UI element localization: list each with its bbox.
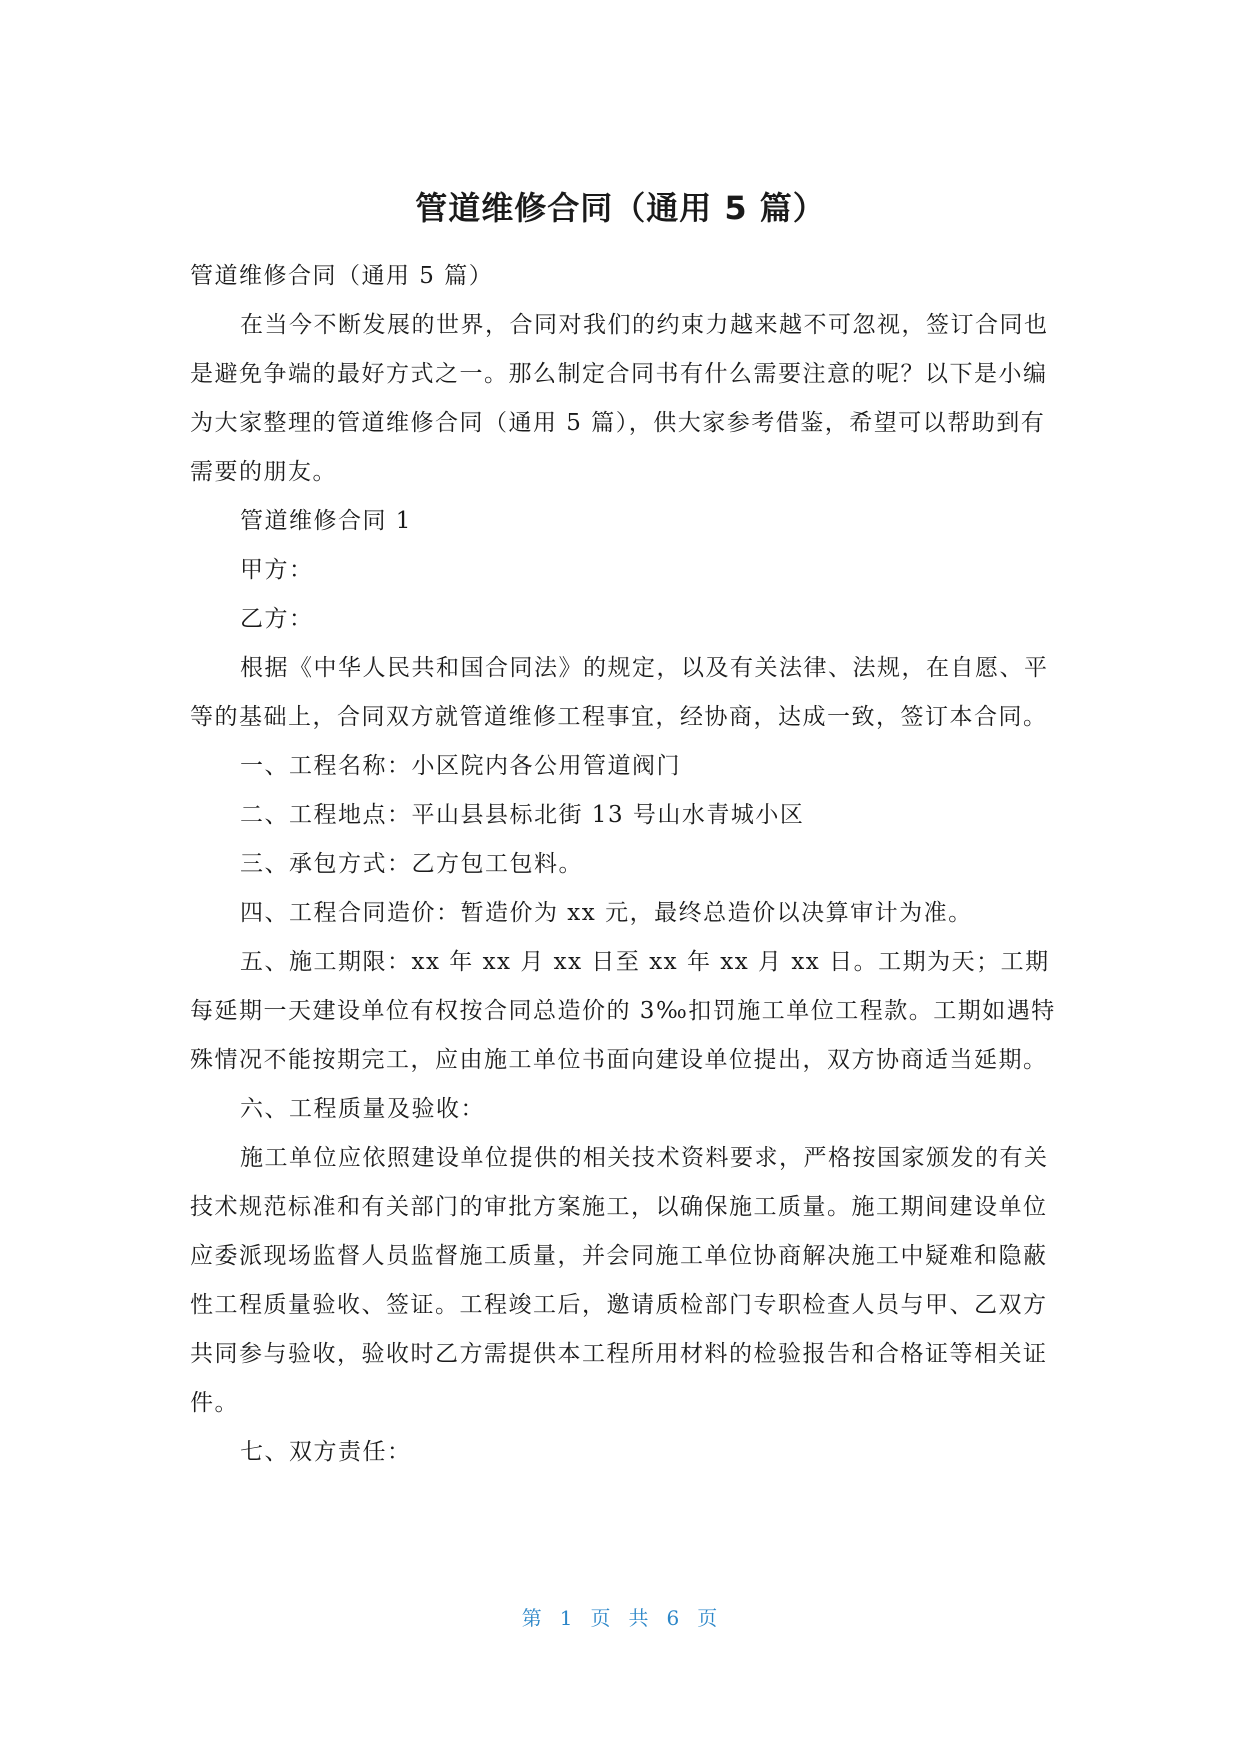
clause-construction-period: 五、施工期限：xx 年 xx 月 xx 日至 xx 年 xx 月 xx 日。工期为天；工期每延期一天建设单位有权按合同总造价的 3‰扣罚施工单位工程款。工期如遇特殊情况不能按期完工，应由施工单位书面向建设单位提出，双方协商适当延期。 bbox=[190, 949, 1056, 1073]
party-b-line: 乙方： bbox=[240, 606, 314, 632]
party-a-line: 甲方： bbox=[240, 557, 314, 583]
document-title: 管道维修合同（通用 5 篇） bbox=[415, 189, 826, 227]
footer-word-total: 共 bbox=[628, 1606, 651, 1630]
intro-paragraph: 在当今不断发展的世界，合同对我们的约束力越来越不可忽视，签订合同也是避免争端的最好方式之一。那么制定合同书有什么需要注意的呢？以下是小编为大家整理的管道维修合同（通用 5 篇），供大家参考借鉴，希望可以帮助到有需要的朋友。 bbox=[190, 312, 1049, 485]
clause-project-name: 一、工程名称：小区院内各公用管道阀门 bbox=[240, 753, 681, 779]
footer-word-page: 第 bbox=[521, 1606, 544, 1630]
clause-quality-heading: 六、工程质量及验收： bbox=[240, 1096, 485, 1122]
clause-project-location: 二、工程地点：平山县县标北街 13 号山水青城小区 bbox=[240, 802, 805, 828]
document-body bbox=[190, 252, 1060, 1477]
clause-contract-method: 三、承包方式：乙方包工包料。 bbox=[240, 851, 583, 877]
contract-heading: 管道维修合同 1 bbox=[240, 508, 412, 534]
clause-quality-body: 施工单位应依照建设单位提供的相关技术资料要求，严格按国家颁发的有关技术规范标准和有关部门的审批方案施工，以确保施工质量。施工期间建设单位应委派现场监督人员监督施工质量，并会同施工单位协商解决施工中疑难和隐蔽性工程质量验收、签证。工程竣工后，邀请质检部门专职检查人员与甲、乙双方共同参与验收，验收时乙方需提供本工程所用材料的检验报告和合格证等相关证件。 bbox=[190, 1145, 1049, 1416]
document-subtitle: 管道维修合同（通用 5 篇） bbox=[190, 263, 494, 289]
footer-word-page-2: 页 bbox=[590, 1606, 613, 1630]
footer-total-pages: 6 bbox=[666, 1606, 682, 1630]
footer-word-page-end: 页 bbox=[697, 1606, 720, 1630]
legal-basis-paragraph: 根据《中华人民共和国合同法》的规定，以及有关法律、法规，在自愿、平等的基础上，合同双方就管道维修工程事宜，经协商，达成一致，签订本合同。 bbox=[190, 655, 1049, 730]
page-footer bbox=[0, 1602, 1241, 1631]
clause-responsibilities-heading: 七、双方责任： bbox=[240, 1439, 412, 1465]
footer-current-page: 1 bbox=[559, 1606, 575, 1630]
clause-contract-price: 四、工程合同造价：暂造价为 xx 元，最终总造价以决算审计为准。 bbox=[240, 900, 973, 926]
